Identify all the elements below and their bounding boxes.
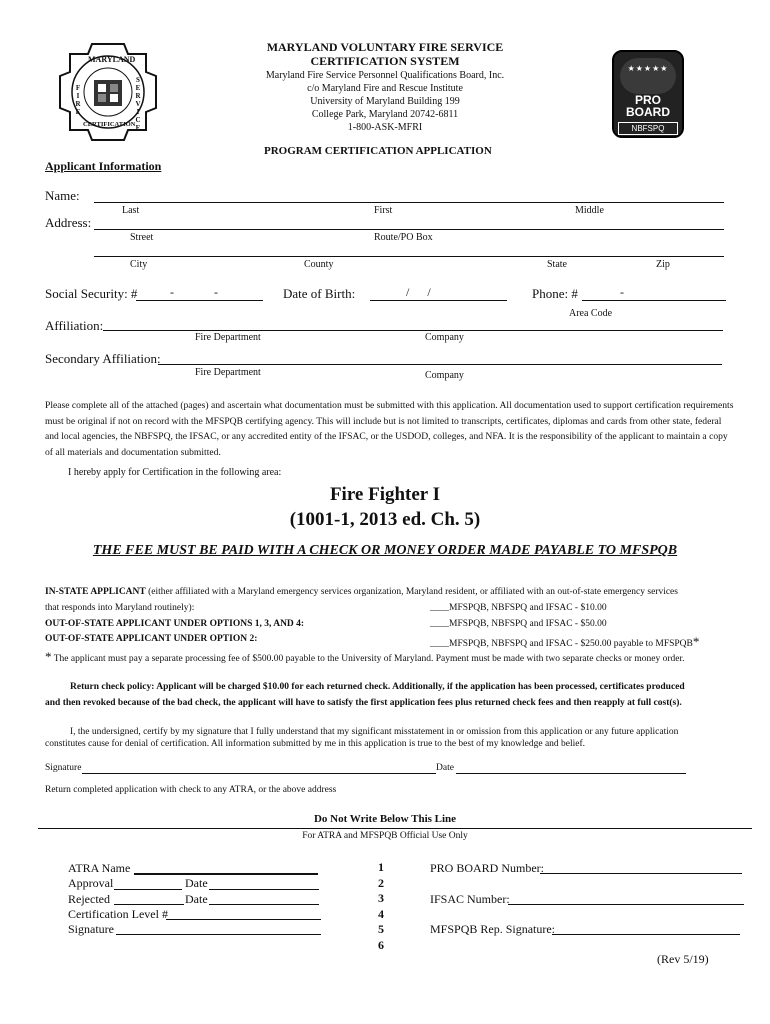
level-number-6: 6: [378, 937, 384, 952]
return-instructions: Return completed application with check to any ATRA, or the above address: [45, 785, 337, 795]
pro-board-number-label: PRO BOARD Number:: [430, 861, 545, 875]
affiliation-label: Affiliation:: [45, 318, 104, 333]
address-sub-state: State: [547, 259, 567, 270]
fee-banner: THE FEE MUST BE PAID WITH A CHECK OR MONEY ORDER MADE PAYABLE TO MFSPQB: [92, 543, 678, 558]
return-policy-line2: and then revoked because of the bad check, the applicant will have to satisfy the first application fees plus returned check fees and then reapply at full cost(s).: [45, 698, 682, 708]
secondary-sub-fire-dept: Fire Department: [195, 367, 261, 378]
address-street-field[interactable]: [94, 229, 724, 230]
outstate-opt2-fee-option[interactable]: [430, 634, 699, 650]
secondary-sub-company: Company: [425, 370, 464, 381]
apply-statement: I hereby apply for Certification in the following area:: [68, 467, 282, 478]
pro-board-logo: [612, 50, 684, 138]
atra-name-field[interactable]: [134, 873, 318, 875]
fee-asterisk: *: [692, 634, 700, 649]
address-sub-county: County: [304, 259, 334, 270]
rejected-label: Rejected: [68, 892, 110, 906]
rejected-date-label: Date: [185, 892, 208, 906]
signature-label: Signature: [45, 763, 82, 773]
org-address-1: Maryland Fire Service Personnel Qualifications Board, Inc.: [265, 70, 505, 81]
approval-label: Approval: [68, 876, 114, 890]
name-field[interactable]: [94, 202, 724, 203]
instructions-paragraph: Please complete all of the attached (pages) and ascertain what documentation must be submitted with this application. All documentation used to support certification requirements must be original if not on record with the MFSPQB certifying agency. This will include but is not limited to transcripts, certificates, diplomas and cards from other state, federal and local agencies, the NBFSPQ, the IFSAC, or any accredited entity of the IFSAC, or the USDOD, colleges, and NFA. It is the responsibility of the applicant to maintain a copy of all materials and documentation submitted.: [45, 400, 734, 458]
pro-board-number-field[interactable]: [540, 873, 742, 874]
address-sub-route: Route/PO Box: [374, 232, 433, 243]
mfspqb-rep-signature-field[interactable]: [552, 934, 740, 935]
pro-board-text-board: BOARD: [626, 105, 670, 119]
address-label: Address:: [45, 215, 92, 230]
rejected-field[interactable]: [114, 904, 184, 905]
instate-line1: [45, 587, 678, 597]
level-numbers: [372, 860, 390, 953]
note-asterisk: *: [45, 649, 52, 664]
outstate-opt134-fee-option[interactable]: ____MFSPQB, NBFSPQ and IFSAC - $50.00: [430, 619, 607, 629]
dob-separators: / /: [406, 285, 431, 299]
certification-subtitle: (1001-1, 2013 ed. Ch. 5): [289, 509, 481, 530]
dob-label: Date of Birth:: [283, 286, 356, 301]
level-number-3: 3: [378, 891, 384, 905]
org-address-3: University of Maryland Building 199: [310, 96, 460, 107]
instate-fee-option[interactable]: ____MFSPQB, NBFSPQ and IFSAC - $10.00: [430, 603, 607, 613]
instate-applicant-desc: (either affiliated with a Maryland emergency services organization, Maryland resident, or affiliated with an out-of-state emergency services: [145, 587, 678, 597]
org-address-2: c/o Maryland Fire and Rescue Institute: [307, 83, 463, 94]
name-sub-first: First: [374, 205, 393, 216]
address-sub-street: Street: [130, 232, 154, 243]
approval-field[interactable]: [114, 889, 182, 890]
ssn-dash-1: -: [170, 285, 174, 299]
org-title-line1: MARYLAND VOLUNTARY FIRE SERVICE: [266, 40, 504, 54]
affiliation-sub-company: Company: [425, 332, 464, 343]
atra-name-label: ATRA Name: [68, 861, 131, 875]
phone-label: Phone: #: [532, 286, 578, 301]
outstate-opt134-heading: OUT-OF-STATE APPLICANT UNDER OPTIONS 1, 3, AND 4:: [45, 619, 305, 629]
dob-field[interactable]: [370, 300, 507, 301]
date-label: Date: [436, 763, 454, 773]
return-policy-line1: Return check policy: Applicant will be charged $10.00 for each returned check. Additionally, if the application has been processed, certificates produced: [70, 682, 685, 692]
org-phone: 1-800-ASK-MFRI: [347, 122, 423, 133]
certify-line1: I, the undersigned, certify by my signature that I fully understand that my significant misstatement in or omission from this application or any future application: [70, 727, 679, 737]
instate-line2: that responds into Maryland routinely):: [45, 603, 195, 613]
processing-fee-text: The applicant must pay a separate processing fee of $500.00 payable to the University of Maryland. Payment must be made with two separate checks or money order.: [51, 654, 685, 664]
office-signature-field[interactable]: [116, 934, 321, 935]
instate-applicant-heading: IN-STATE APPLICANT: [45, 587, 146, 597]
form-title: PROGRAM CERTIFICATION APPLICATION: [264, 145, 492, 157]
name-label: Name:: [45, 188, 80, 203]
signature-field[interactable]: [82, 773, 436, 774]
processing-fee-note: [45, 649, 684, 665]
phone-area-code: Area Code: [569, 308, 613, 319]
seal-text-bottom: CERTIFICATION: [83, 121, 136, 128]
approval-date-label: Date: [185, 876, 208, 890]
certification-title: Fire Fighter I: [329, 484, 441, 505]
org-address-4: College Park, Maryland 20742-6811: [311, 109, 459, 120]
level-number-5: 5: [378, 922, 384, 936]
pro-board-text-nbfspq: NBFSPQ: [618, 122, 678, 135]
secondary-affiliation-field[interactable]: [158, 364, 722, 365]
certify-line2: constitutes cause for denial of certification. All information submitted by me in this application is true to the best of my knowledge and belief.: [45, 739, 586, 749]
level-number-1: 1: [378, 860, 384, 874]
ssn-field[interactable]: [136, 300, 263, 301]
mfspqb-rep-signature-label: MFSPQB Rep. Signature:: [430, 922, 556, 936]
address-sub-zip: Zip: [656, 259, 670, 270]
phone-field[interactable]: [582, 300, 726, 301]
approval-date-field[interactable]: [209, 889, 319, 890]
outstate-opt2-heading: OUT-OF-STATE APPLICANT UNDER OPTION 2:: [45, 634, 258, 644]
ifsac-number-label: IFSAC Number:: [430, 892, 510, 906]
org-title-line2: CERTIFICATION SYSTEM: [310, 54, 460, 68]
pro-board-stars-icon: ★★★★★: [627, 64, 669, 73]
secondary-affiliation-label: Secondary Affiliation:: [45, 351, 161, 366]
ifsac-number-field[interactable]: [508, 904, 744, 905]
outstate-opt2-fee-text: ____MFSPQB, NBFSPQ and IFSAC - $250.00 payable to MFSPQB: [430, 639, 693, 649]
seal-text-right: SERVICE: [134, 76, 142, 132]
rejected-date-field[interactable]: [209, 904, 319, 905]
pro-board-text-pro: PRO: [634, 93, 661, 107]
ssn-dash-2: -: [214, 285, 218, 299]
name-sub-last: Last: [122, 205, 140, 216]
level-number-4: 4: [378, 906, 384, 921]
date-field[interactable]: [456, 773, 686, 774]
do-not-write-title: Do Not Write Below This Line: [313, 813, 457, 825]
maryland-fire-seal: [56, 40, 160, 144]
name-sub-middle: Middle: [575, 205, 604, 216]
address-sub-city: City: [130, 259, 148, 270]
affiliation-sub-fire-dept: Fire Department: [195, 332, 261, 343]
ssn-label: Social Security: #: [45, 286, 138, 301]
seal-text-left: FIRE: [74, 84, 82, 116]
revision-label: (Rev 5/19): [657, 952, 709, 966]
affiliation-field[interactable]: [103, 330, 723, 331]
cert-level-label: Certification Level #: [68, 907, 168, 921]
phone-dash: -: [620, 285, 624, 299]
level-number-2: 2: [378, 875, 384, 890]
section-applicant-info: Applicant Information: [45, 159, 162, 173]
office-signature-label: Signature: [68, 922, 114, 936]
address-city-field[interactable]: [94, 256, 724, 257]
cert-level-field[interactable]: [166, 919, 321, 920]
office-divider: [38, 828, 752, 829]
seal-text-top: MARYLAND: [88, 55, 136, 64]
office-use-subtitle: For ATRA and MFSPQB Official Use Only: [302, 831, 468, 841]
